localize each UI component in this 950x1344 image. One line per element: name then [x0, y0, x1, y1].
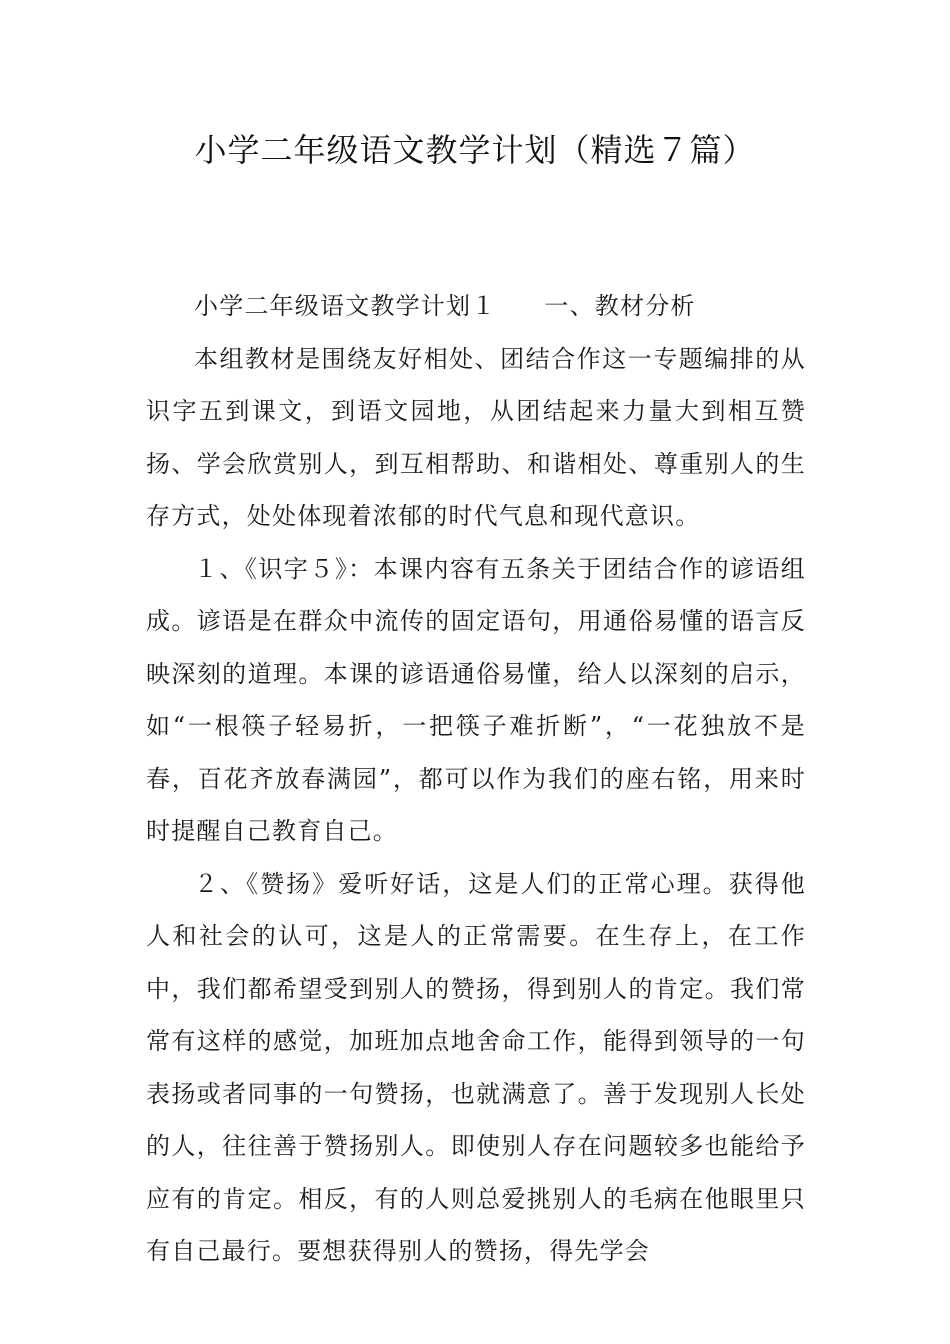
paragraph: １、《识字５》：本课内容有五条关于团结合作的谚语组成。谚语是在群众中流传的固定语句，用通俗易懂的语言反映深刻的道理。本课的谚语通俗易懂，给人以深刻的启示，如“一根筷子轻易折，一把筷子难折断”，“一花独放不是春，百花齐放春满园”，都可以作为我们的座右铭，用来时时提醒自己教育自己。: [146, 554, 806, 845]
document-title: 小学二年级语文教学计划（精选７篇）: [194, 131, 756, 169]
document-body: [146, 280, 806, 1278]
section-heading: 小学二年级语文教学计划１: [194, 292, 497, 320]
section-heading-line: [146, 280, 806, 333]
section-subheading: 一、教材分析: [544, 292, 696, 320]
paragraph: ２、《赞扬》爱听好话，这是人们的正常心理。获得他人和社会的认可，这是人的正常需要。在生存上，在工作中，我们都希望受到别人的赞扬，得到别人的肯定。我们常常有这样的感觉，加班加点地舍命工作，能得到领导的一句表扬或者同事的一句赞扬，也就满意了。善于发现别人长处的人，往往善于赞扬别人。即使别人存在问题较多也能给予应有的肯定。相反，有的人则总爱挑别人的毛病在他眼里只有自己最行。要想获得别人的赞扬，得先学会: [146, 869, 806, 1265]
paragraph: 本组教材是围绕友好相处、团结合作这一专题编排的从识字五到课文，到语文园地，从团结起来力量大到相互赞扬、学会欣赏别人，到互相帮助、和谐相处、尊重别人的生存方式，处处体现着浓郁的时代气息和现代意识。: [146, 344, 806, 530]
